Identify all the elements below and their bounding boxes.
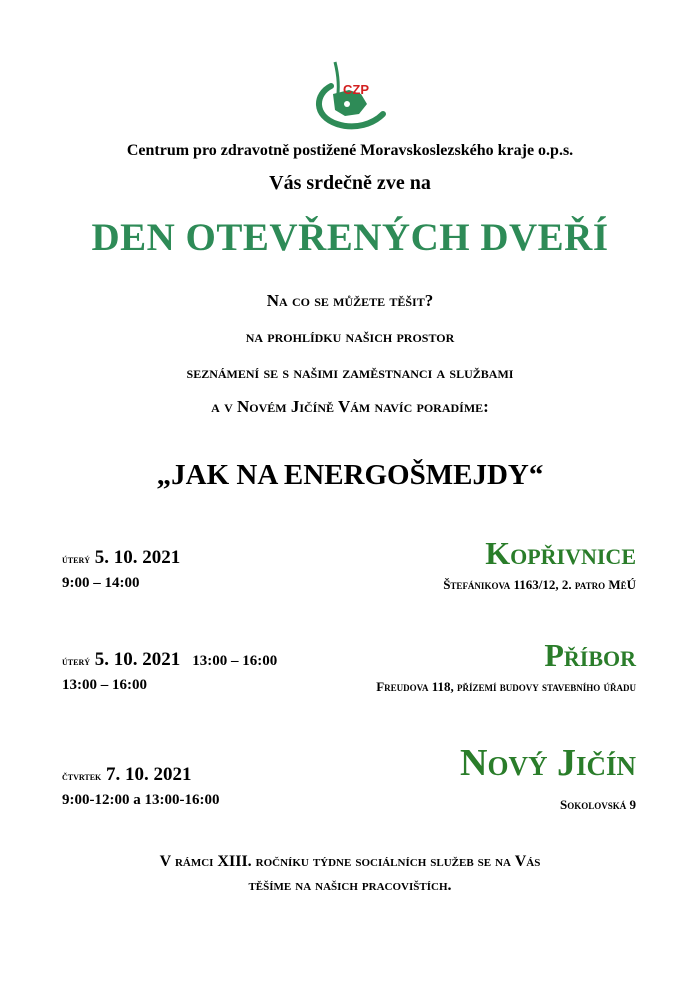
event-time: 9:00-12:00 a 13:00-16:00 <box>62 792 220 808</box>
event-title: DEN OTEVŘENÝCH DVEŘÍ <box>91 216 609 259</box>
event-extra-time: 13:00 – 16:00 <box>192 653 278 669</box>
footer-line: V rámci XIII. ročníku týdne sociálních služeb se na Vás <box>159 853 541 870</box>
czp-logo-icon <box>309 60 389 132</box>
event-address: Sokolovská 9 <box>560 797 636 812</box>
event-city: Nový Jičín <box>460 742 636 784</box>
invite-line: Vás srdečně zve na <box>269 172 431 194</box>
intro-line: a v Novém Jičíně Vám navíc poradíme: <box>211 397 489 416</box>
event-date: 7. 10. 2021 <box>106 764 192 785</box>
event-address: Freudova 118, přízemí budovy stavebního úřadu <box>376 679 636 694</box>
event-time: 13:00 – 16:00 <box>62 677 147 693</box>
event-date: 5. 10. 2021 <box>94 649 181 670</box>
footer-line: těšíme na našich pracovištích. <box>248 877 452 894</box>
event-time: 9:00 – 14:00 <box>62 575 140 591</box>
event-address: Štefánikova 1163/12, 2. patro MěÚ <box>443 577 636 592</box>
intro-line: Na co se můžete těšit? <box>266 291 434 310</box>
event-city: Příbor <box>544 637 636 673</box>
event-block-novy-jicin <box>62 742 636 815</box>
event-block-koprivnice <box>62 535 636 605</box>
logo-text: CZP <box>343 82 369 97</box>
event-day: čtvrtek <box>62 769 102 783</box>
intro-line: na prohlídku našich prostor <box>245 327 455 346</box>
slogan: „JAK NA ENERGOŠMEJDY“ <box>156 459 544 491</box>
organization-name: Centrum pro zdravotně postižené Moravskoslezského kraje o.p.s. <box>126 142 574 159</box>
footer-text <box>0 850 700 898</box>
event-day: úterý <box>62 552 91 566</box>
event-date: 5. 10. 2021 <box>94 547 181 568</box>
intro-line: seznámení se s našimi zaměstnanci a službami <box>186 363 514 382</box>
event-block-pribor <box>62 637 636 707</box>
event-day: úterý <box>62 654 91 668</box>
event-city: Kopřivnice <box>485 535 636 571</box>
